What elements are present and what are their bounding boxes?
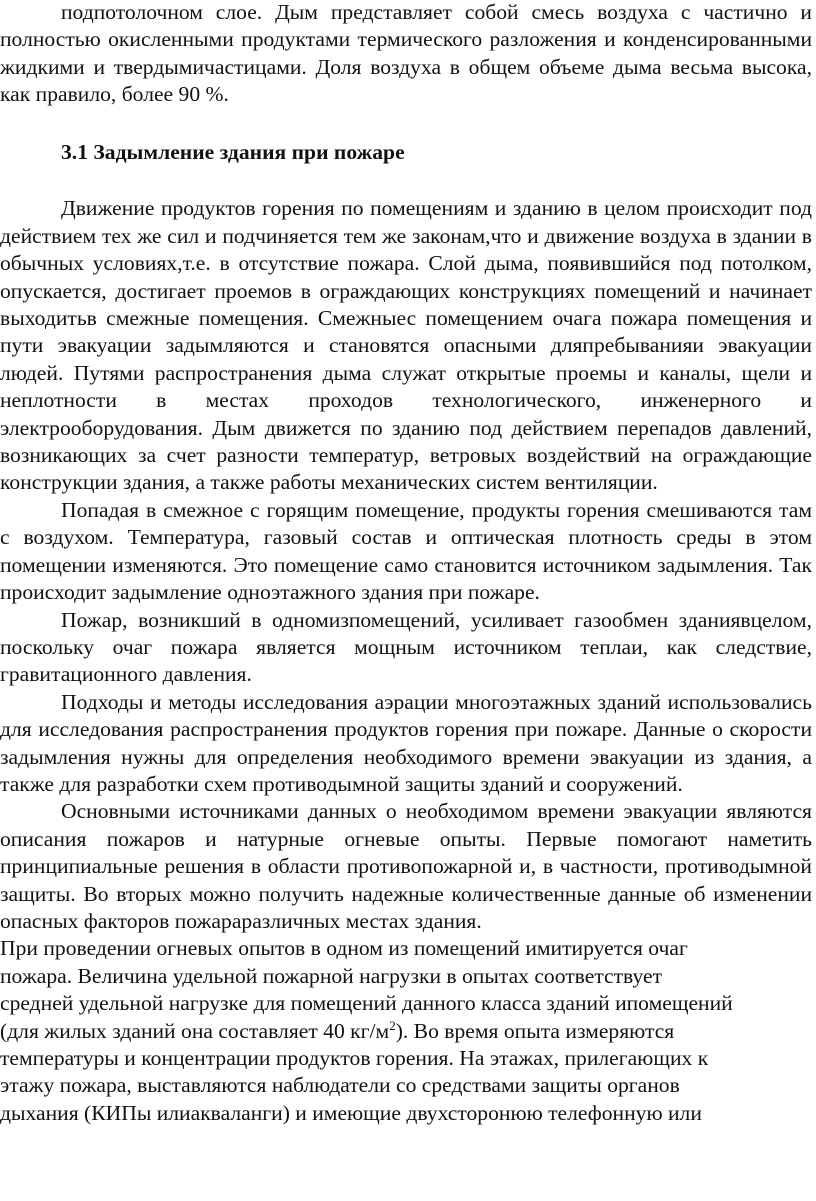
paragraph-data-sources: Основными источниками данных о необходимом времени эвакуации являются описания пожаров и натурные огневые опыты. Первые помогают наметить принципиальные решения в области противопожарной и, в частности, противодымной защиты. Во вторых можно получить надежные количественные данные об изменении опасных факторов пожараразличных местах здания.: [0, 799, 812, 933]
text-fragment: (для жилых зданий она составляет 40 кг/м: [0, 1018, 390, 1043]
paragraph-gas-exchange: Пожар, возникший в одномизпомещений, усиливает газообмен зданиявцелом, поскольку очаг пожара является мощным источником теплаи, как следствие, гравитационного давления.: [0, 607, 812, 687]
text-fragment: ). Во время опыта измеряются: [395, 1018, 675, 1043]
text-line: средней удельной нагрузке для помещений данного класса зданий ипомещений: [0, 991, 733, 1016]
section-heading: 3.1 Задымление здания при пожаре: [61, 140, 405, 165]
text-line: [0, 1018, 812, 1045]
spacer: [0, 109, 812, 136]
text-line: этажу пожара, выставляются наблюдатели со средствами защиты органов: [0, 1073, 680, 1098]
spacer: [0, 166, 812, 195]
paragraph-adjacent-room: Попадая в смежное с горящим помещение, продукты горения смешиваются там с воздухом. Температура, газовый состав и оптическая плотность среды в этом помещении изменяются. Это помещение само становится источником задымления. Так происходит задымление одноэтажного здания при пожаре.: [0, 497, 812, 605]
paragraph-research-methods: Подходы и методы исследования аэрации многоэтажных зданий использовались для исследования распространения продуктов горения при пожаре. Данные о скорости задымления нужны для определения необходимого времени эвакуации из здания, а также для разработки схем противодымной защиты зданий и сооружений.: [0, 689, 812, 796]
superscript: 2: [389, 1017, 396, 1033]
paragraph-fire-experiments: [0, 935, 812, 1127]
text-line: температуры и концентрации продуктов горения. На этажах, прилегающих к: [0, 1046, 709, 1070]
text-line: дыхания (КИПы илиакваланги) и имеющие двухсторонюю телефонную или: [0, 1100, 702, 1125]
intro-paragraph: подпотолочном слое. Дым представляет собой смесь воздуха с частично и полностью окисленными продуктами термического разложения и конденсированными жидкими и твердымичастицами. Доля воздуха в общем объеме дыма весьма высока, как правило, более 90 %.: [0, 0, 812, 107]
text-line: При проведении огневых опытов в одном из помещений имитируется очаг: [0, 936, 688, 961]
paragraph-smoke-movement: Движение продуктов горения по помещениям и зданию в целом происходит под действием тех же сил и подчиняется тем же законам,что и движение воздуха в здании в обычных условиях,т.е. в отсутствие пожара. Слой дыма, появившийся под потолком, опускается, достигает проемов в ограждающих конструкциях помещений и начинает выходитьв смежные помещения. Смежныес помещением очага пожара помещения и пути эвакуации задымляются и становятся опасными дляпребыванияи эвакуации людей. Путями распространения дыма служат открытые проемы и каналы, щели и неплотности в местах проходов технологического, инженерного и электрооборудования. Дым движется по зданию под действием перепадов давлений, возникающих за счет разности температур, ветровых воздействий на ограждающие конструкции здания, а также работы механических систем вентиляции.: [0, 196, 812, 495]
text-line: пожара. Величина удельной пожарной нагрузки в опытах соответствует: [0, 963, 663, 988]
